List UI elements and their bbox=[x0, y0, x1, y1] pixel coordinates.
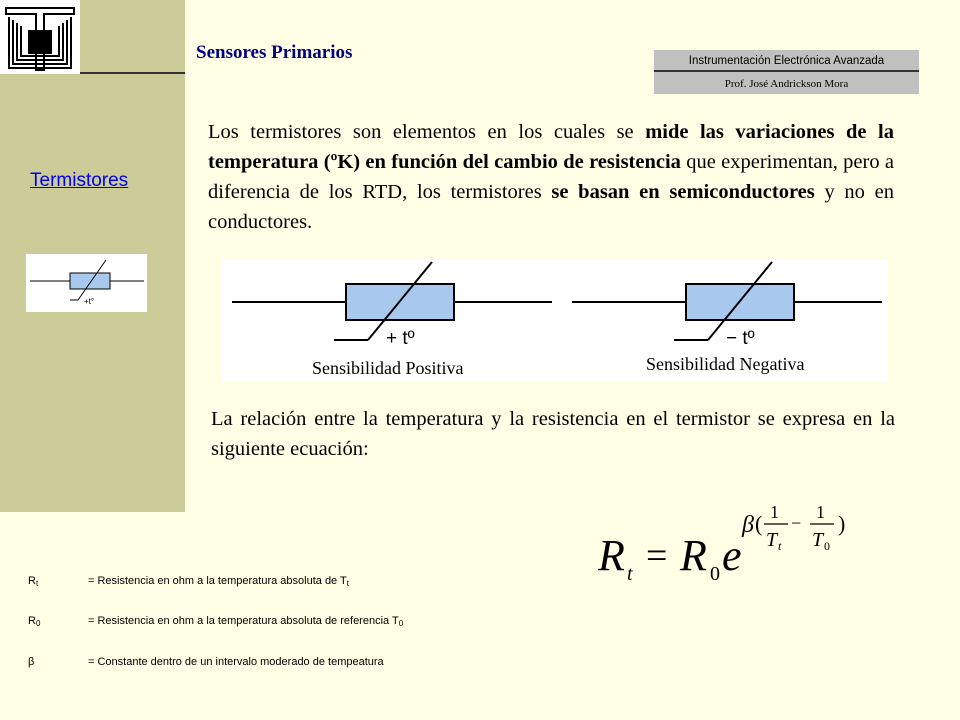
eq-t-sub: t bbox=[627, 563, 633, 585]
eq-T0: T bbox=[812, 529, 824, 551]
eq-Tt-sub: t bbox=[778, 539, 782, 553]
eq-equals: = bbox=[646, 535, 668, 577]
def-symbol: β bbox=[28, 656, 35, 668]
def-symbol: $R_t$ bbox=[28, 575, 39, 588]
thermistor-equation bbox=[594, 496, 854, 596]
intro-text-3: y no en conductores. bbox=[208, 181, 894, 233]
def-text: = Resistencia en ohm a la temperatura absoluta de $T_t$ bbox=[88, 575, 349, 588]
header-rule bbox=[80, 72, 185, 74]
eq-T0-sub: 0 bbox=[824, 539, 830, 553]
positive-caption: Sensibilidad Positiva bbox=[312, 358, 464, 378]
positive-temp-label: + tº bbox=[386, 328, 415, 349]
intro-bold-1: mide las variaciones de la temperatura (ºK) en función del cambio de resistencia bbox=[208, 121, 894, 173]
course-name: Instrumentación Electrónica Avanzada bbox=[654, 50, 919, 72]
eq-close-paren: ) bbox=[838, 511, 846, 536]
page-title: Sensores Primarios bbox=[196, 42, 353, 63]
sidebar-link-termistores[interactable]: Termistores bbox=[30, 170, 129, 191]
eq-zero-sub: 0 bbox=[710, 563, 720, 585]
intro-paragraph bbox=[208, 117, 894, 237]
eq-open-paren: ( bbox=[755, 511, 763, 536]
eq-e: e bbox=[722, 531, 742, 580]
professor-name: Prof. José Andrickson Mora bbox=[724, 78, 849, 90]
eq-minus: − bbox=[791, 513, 802, 533]
intro-text-1: Los termistores son elementos en los cuales se bbox=[208, 121, 646, 143]
relation-paragraph: La relación entre la temperatura y la resistencia en el termistor se expresa en la siguiente ecuación: bbox=[211, 408, 895, 460]
eq-R0: R bbox=[680, 531, 707, 580]
negative-temp-label: − tº bbox=[726, 328, 755, 349]
eq-R: R bbox=[598, 531, 625, 580]
eq-one-b: 1 bbox=[816, 502, 825, 522]
institution-logo bbox=[0, 0, 80, 74]
def-text: = Constante dentro de un intervalo moderado de tempeatura bbox=[88, 656, 384, 668]
thumbnail-label: +t° bbox=[84, 297, 95, 306]
course-info-box bbox=[654, 50, 919, 94]
eq-Tt: T bbox=[766, 529, 778, 551]
eq-one-a: 1 bbox=[770, 502, 779, 522]
sensitivity-diagram bbox=[222, 260, 888, 382]
thermistor-thumbnail bbox=[26, 254, 147, 312]
eq-beta: β bbox=[742, 512, 754, 538]
def-text: = Resistencia en ohm a la temperatura absoluta de referencia $T_0$ bbox=[88, 615, 404, 628]
def-symbol: $R_0$ bbox=[28, 615, 41, 628]
intro-text-2: que experimentan, pero a diferencia de los RTD, los termistores bbox=[208, 151, 895, 203]
negative-caption: Sensibilidad Negativa bbox=[646, 354, 805, 374]
intro-bold-2: se basan en semiconductores bbox=[551, 181, 815, 203]
